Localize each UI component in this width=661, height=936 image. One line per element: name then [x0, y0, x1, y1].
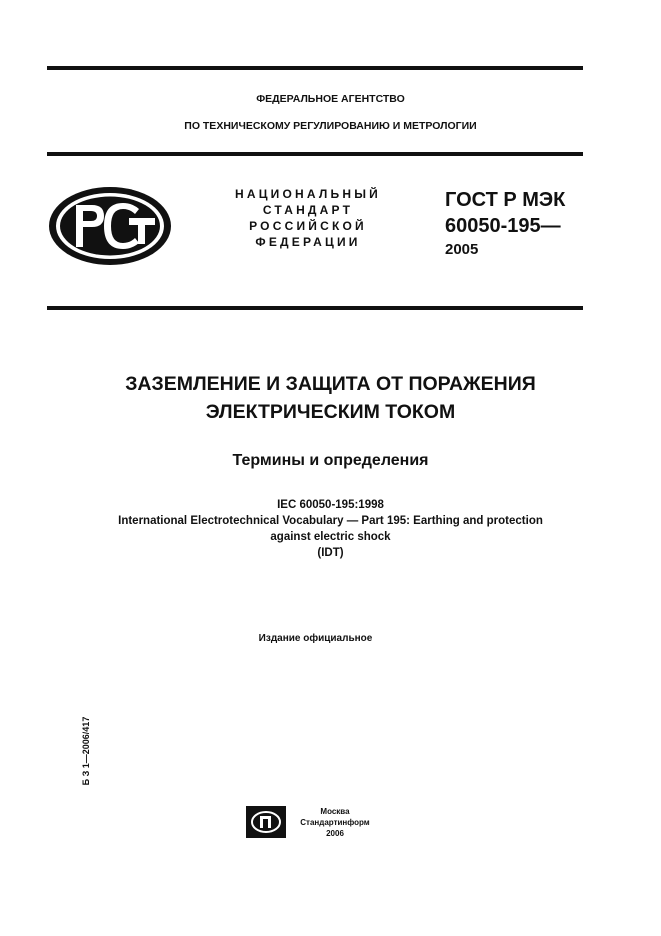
national-standard-block	[213, 186, 403, 250]
agency-line-2: ПО ТЕХНИЧЕСКОМУ РЕГУЛИРОВАНИЮ И МЕТРОЛОГИИ	[184, 120, 477, 132]
standard-code-line-2: 60050-195—	[445, 215, 561, 237]
title-line-2: ЭЛЕКТРИЧЕСКИМ ТОКОМ	[205, 401, 456, 423]
iec-reference	[40, 497, 621, 561]
document-title	[0, 370, 661, 426]
national-line-1: НАЦИОНАЛЬНЫЙ	[234, 187, 382, 201]
standard-year: 2005	[445, 241, 479, 258]
publisher-name: Стандартинформ	[300, 818, 370, 827]
iec-desc-line-2: against electric shock	[270, 531, 391, 543]
iec-ref: IEC 60050-195:1998	[277, 499, 384, 511]
iec-idt: (IDT)	[317, 547, 344, 559]
iec-desc-line-1: International Electrotechnical Vocabulary — Part 195: Earthing and protection	[118, 515, 543, 527]
national-line-2: СТАНДАРТ	[262, 203, 354, 217]
document-subtitle: Термины и определения	[232, 452, 429, 469]
publisher-year: 2006	[326, 829, 344, 838]
logo-rule	[47, 306, 583, 310]
publisher-city: Москва	[320, 807, 350, 816]
standard-code	[445, 187, 565, 239]
header-rule	[47, 152, 583, 156]
side-code: Б З 1—2006/417	[81, 716, 91, 786]
publisher-block	[285, 806, 385, 839]
national-line-4: ФЕДЕРАЦИИ	[255, 235, 361, 249]
standartinform-logo-icon	[246, 806, 286, 838]
top-rule	[47, 66, 583, 70]
standard-code-line-1: ГОСТ Р МЭК	[445, 189, 566, 211]
edition-label: Издание официальное	[258, 633, 373, 644]
national-line-3: РОССИЙСКОЙ	[249, 219, 367, 233]
gost-r-logo-icon	[46, 184, 174, 268]
agency-line-1: ФЕДЕРАЛЬНОЕ АГЕНТСТВО	[256, 93, 405, 105]
title-line-1: ЗАЗЕМЛЕНИЕ И ЗАЩИТА ОТ ПОРАЖЕНИЯ	[125, 373, 536, 395]
